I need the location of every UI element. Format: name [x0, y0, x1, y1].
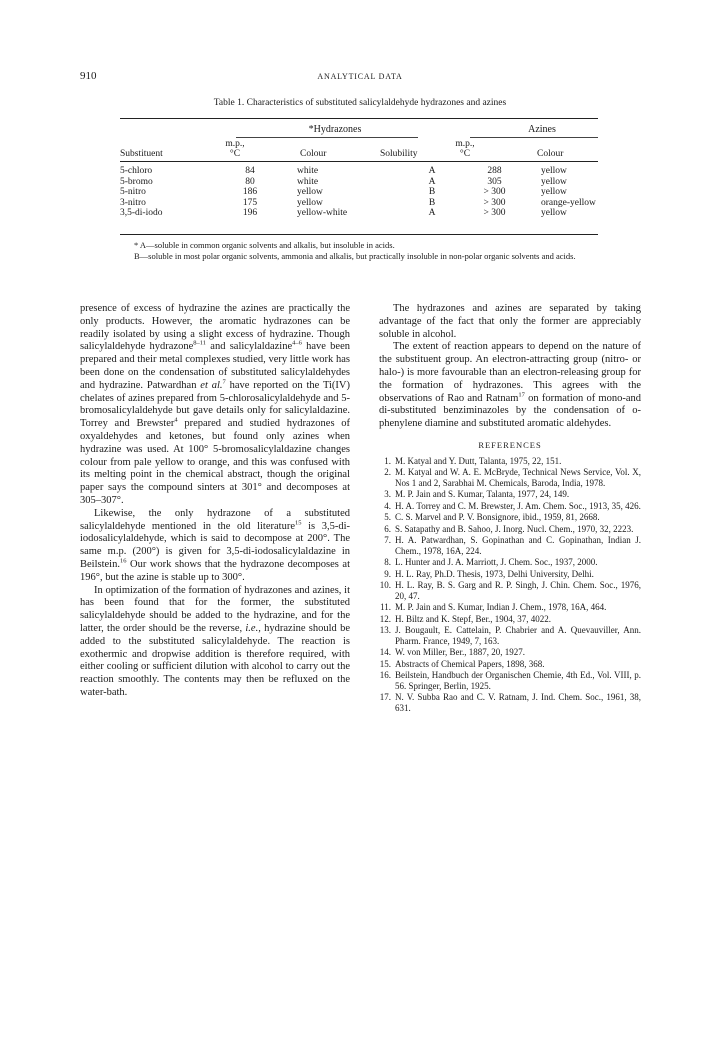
references-list [379, 456, 641, 714]
header-mp-label: m.p., [225, 139, 245, 149]
reference-item [379, 512, 641, 523]
reference-item [379, 692, 641, 713]
reference-text: W. von Miller, Ber., 1887, 20, 1927. [395, 647, 526, 658]
reference-number: 4. [384, 500, 391, 511]
reference-item [379, 670, 641, 691]
reference-text: N. V. Subba Rao and C. V. Ratnam, J. Ind. Chem. Soc., 1961, 38, 631. [395, 692, 641, 713]
table-caption: Table 1. Characteristics of substituted salicylaldehyde hydrazones and azines [213, 98, 507, 108]
header-colour-azine: Colour [537, 149, 564, 159]
body-paragraph: The hydrazones and azines are separated by taking advantage of the fact that only the former are appreciably soluble in alcohol. [379, 303, 641, 340]
table-cell-azine-colour: yellow [541, 187, 567, 197]
table-cell-azine-mp: 288 [487, 166, 502, 176]
reference-text: H. A. Patwardhan, S. Gopinathan and C. Gopinathan, Indian J. Chem., 1978, 16A, 224. [395, 535, 641, 556]
table-row [120, 198, 598, 209]
reference-number: 1. [384, 455, 391, 466]
table-cell-solubility: A [428, 166, 436, 176]
body-paragraph: The extent of reaction appears to depend on the nature of the substituent group. An electron-attracting group (nitro- or halo-) is more favourable than an electron-releasing group for the formation of hydrazones. This agrees with the observations of Rao and Ratnam$^{17}$ on formation of mono-and di-substituted benziminazoles by the condensation of o-phenylene diamine and substituted aromatic aldehydes. [379, 341, 641, 430]
table-cell-substituent: 5-chloro [120, 166, 153, 176]
group-header-hydrazones: *Hydrazones [308, 124, 362, 135]
table-cell-mp: 84 [245, 166, 255, 176]
reference-item [379, 659, 641, 670]
header-mp-azine [450, 139, 480, 159]
table-cell-solubility: A [428, 208, 436, 218]
reference-item [379, 614, 641, 625]
reference-text: H. L. Ray, Ph.D. Thesis, 1973, Delhi University, Delhi. [395, 568, 594, 579]
reference-number: 7. [384, 535, 391, 546]
reference-item [379, 489, 641, 500]
table-cell-azine-mp: 305 [487, 176, 502, 187]
reference-number: 8. [384, 557, 391, 568]
table-cell-mp: 175 [242, 197, 258, 208]
reference-number: 17. [379, 692, 391, 703]
table-top-rule [120, 118, 598, 119]
reference-text: M. Katyal and Y. Dutt, Talanta, 1975, 22, 151. [395, 455, 562, 466]
reference-text: M. P. Jain and S. Kumar, Indian J. Chem., 1978, 16A, 464. [395, 602, 607, 613]
table-cell-colour: yellow-white [297, 208, 348, 218]
table-cell-azine-colour: orange-yellow [541, 197, 596, 208]
reference-item [379, 535, 641, 556]
table-cell-substituent: 3,5-di-iodo [120, 208, 163, 218]
reference-item [379, 580, 641, 601]
reference-number: 2. [384, 467, 391, 478]
reference-number: 12. [379, 613, 391, 624]
header-colour-hydrazone: Colour [300, 149, 327, 159]
table-bottom-rule [120, 234, 598, 235]
running-header: ANALYTICAL DATA [317, 72, 403, 81]
right-column [379, 303, 641, 714]
reference-item [379, 625, 641, 646]
table-cell-mp: 186 [242, 187, 258, 197]
header-substituent: Substituent [120, 149, 163, 159]
table-cell-azine-mp: > 300 [483, 187, 506, 197]
data-table [120, 166, 598, 219]
reference-number: 10. [379, 580, 391, 591]
footnote-a: * A—soluble in common organic solvents and alkalis, but insoluble in acids. [134, 240, 395, 250]
reference-text: S. Satapathy and B. Sahoo, J. Inorg. Nucl. Chem., 1970, 32, 2223. [395, 523, 634, 534]
reference-number: 13. [379, 625, 391, 636]
reference-text: Beilstein, Handbuch der Organischen Chemie, 4th Ed., Vol. VIII, p. 56. Springer, Berlin, 1925. [395, 670, 641, 691]
table-cell-mp: 80 [245, 176, 255, 187]
header-mp-label: m.p., [455, 139, 475, 149]
reference-item [379, 569, 641, 580]
table-row [120, 208, 598, 219]
table-cell-substituent: 3-nitro [120, 197, 146, 208]
reference-item [379, 557, 641, 568]
reference-number: 14. [379, 647, 391, 658]
reference-number: 3. [384, 489, 391, 500]
header-mp-unit: °C [459, 149, 471, 159]
reference-text: Abstracts of Chemical Papers, 1898, 368. [395, 658, 545, 669]
table-cell-solubility: B [428, 187, 436, 197]
reference-text: J. Bougault, E. Cattelain, P. Chabrier and A. Quevauviller, Ann. Pharm. France, 1949, 7, 163. [395, 625, 641, 646]
table-row [120, 177, 598, 188]
footnote-b: B—soluble in most polar organic solvents, ammonia and alkalis, but practically insoluble in non-polar organic solvents and acids. [134, 251, 576, 261]
header-mp-hydrazone [220, 139, 250, 159]
table-cell-azine-colour: yellow [541, 208, 567, 218]
table-cell-substituent: 5-bromo [120, 176, 153, 187]
table-cell-solubility: B [428, 197, 436, 208]
table-cell-azine-mp: > 300 [483, 208, 506, 218]
table-cell-substituent: 5-nitro [120, 187, 146, 197]
reference-text: H. Biltz and K. Stepf, Ber., 1904, 37, 4022. [395, 613, 551, 624]
table-header-rule [120, 161, 598, 162]
page-number: 910 [80, 70, 97, 82]
reference-number: 15. [379, 658, 391, 669]
header-mp-unit: °C [229, 149, 241, 159]
table-cell-colour: white [297, 176, 319, 187]
table-cell-colour: yellow [297, 187, 323, 197]
table-footnotes [120, 240, 598, 262]
reference-number: 16. [379, 670, 391, 681]
reference-number: 6. [384, 523, 391, 534]
reference-item [379, 602, 641, 613]
table-row [120, 187, 598, 198]
reference-item [379, 647, 641, 658]
reference-text: C. S. Marvel and P. V. Bonsignore, ibid., 1959, 81, 2668. [395, 512, 600, 523]
reference-item [379, 524, 641, 535]
reference-item [379, 467, 641, 488]
body-paragraph: In optimization of the formation of hydrazones and azines, it has been found that for the former, the substituted salicylaldehyde should be added to the hydrazine, and for the latter, the order should be the reverse, i.e., hydrazine should be added to the substituted salicylaldehyde. The reaction is exothermic and dropwise addition is therefore required, with either cooling or sufficient dilution with alcohol to carry out the reaction smoothly. The contents may then be refluxed on the water-bath. [80, 584, 350, 698]
azines-span-rule [470, 137, 598, 138]
reference-number: 9. [384, 568, 391, 579]
reference-item [379, 501, 641, 512]
reference-text: M. Katyal and W. A. E. McBryde, Technical News Service, Vol. X, Nos 1 and 2, Sarabhai M. Chemicals, Baroda, India, 1978. [395, 467, 641, 488]
reference-text: H. L. Ray, B. S. Garg and R. P. Singh, J. Chin. Chem. Soc., 1976, 20, 47. [395, 580, 641, 601]
table-cell-azine-mp: > 300 [483, 197, 506, 208]
table-cell-colour: yellow [297, 197, 323, 208]
body-paragraph: presence of excess of hydrazine the azines are practically the only products. However, the aromatic hydrazones can be readily isolated by using a slight excess of hydrazine. Though salicylaldehyde hydrazone$^{8-11}$ and salicylaldazine$^{4-6}$ have been prepared and their metal complexes studied, very little work has been done on the condensation of substituted salicylaldehydes and hydrazine. Patwardhan et al.$^7$ have reported on the Ti(IV) chelates of azines prepared from 5-chlorosalicylaldehyde and 5-bromosalicylaldehyde but gave details only for salicylaldazine. Torrey and Brewster$^4$ prepared and studied hydrazones of oxyaldehydes and ketones, but found only azines when hydrazine was used. At 100° 5-bromosalicylaldazine changes colour from pale yellow to orange, and this was confused with its melting point in the chemical abstract, though the original paper says the compound sinters at 301° and decomposes at 305–307°. [80, 303, 351, 506]
body-paragraph: Likewise, the only hydrazone of a substituted salicylaldehyde mentioned in the old literature$^{15}$ is 3,5-di-iodosalicylaldehyde, which is said to decompose at 200°. The same m.p. (200°) is given for 3,5-di-iodosalicylaldazine in Beilstein.$^{16}$ Our work shows that the hydrazone decomposes at 196°, but the azine is stable up to 300°. [80, 507, 350, 583]
table-cell-colour: white [297, 166, 319, 176]
table-cell-solubility: A [428, 176, 436, 187]
reference-item [379, 456, 641, 467]
reference-text: M. P. Jain and S. Kumar, Talanta, 1977, 24, 149. [395, 489, 570, 500]
table-cell-mp: 196 [242, 208, 258, 218]
group-header-azines: Azines [528, 124, 556, 135]
reference-text: H. A. Torrey and C. M. Brewster, J. Am. Chem. Soc., 1913, 35, 426. [395, 500, 641, 511]
table-cell-azine-colour: yellow [541, 176, 567, 187]
left-column [80, 303, 350, 700]
hydrazones-span-rule [236, 137, 418, 138]
table-row [120, 166, 598, 177]
reference-text: L. Hunter and J. A. Marriott, J. Chem. Soc., 1937, 2000. [395, 557, 598, 568]
table-cell-azine-colour: yellow [541, 166, 567, 176]
reference-number: 11. [380, 602, 391, 613]
header-solubility: Solubility [380, 149, 418, 159]
reference-number: 5. [384, 512, 391, 523]
references-heading: REFERENCES [478, 439, 542, 450]
